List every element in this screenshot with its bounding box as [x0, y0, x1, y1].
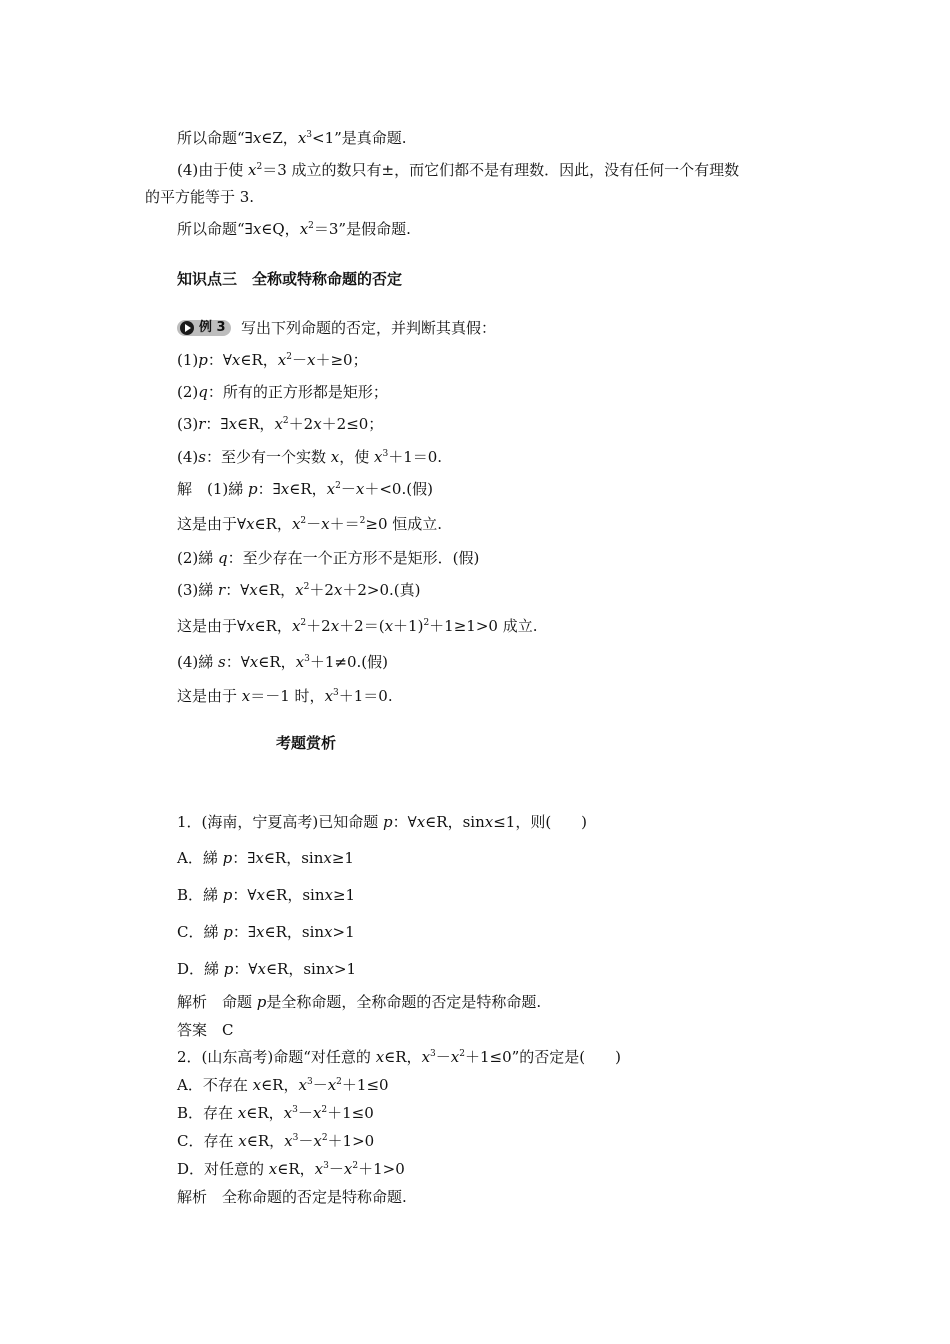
prop-2: (2)q：所有的正方形都是矩形； [177, 383, 388, 401]
q1-answer: 答案 C [177, 1021, 234, 1039]
solution-4: (4)綈 s：∀x∈R，$x^3+1\ne 0$.(假) [177, 653, 389, 671]
solution-1: 解 (1)綈 p：∃x∈R，$x^2-x+<0$.(假) [177, 480, 433, 498]
solution-3-reason: 这是由于∀x∈R，$x^2+2x+2=(x+1)^2+1\ge 1>0$ 成立. [177, 617, 538, 635]
q1-option-c: C．綈 p：∃x∈R，sinx>1 [177, 923, 355, 941]
section-title: 知识点三 全称或特称命题的否定 [177, 270, 403, 288]
play-icon [180, 321, 194, 335]
solution-4-reason: 这是由于 x＝－1 时，$x^3+1=0$. [177, 687, 393, 705]
ex2-line-2: (4)由于使 $x^2=3$ 成立的数只有±，而它们都不是有理数．因此，没有任何一个有理数 [177, 161, 740, 179]
example-badge: 例 3 [177, 320, 231, 336]
q2-option-b: B．存在 x∈R，$x^3-x^2+1\le 0$ [177, 1104, 374, 1122]
solution-2: (2)綈 q：至少存在一个正方形不是矩形．(假) [177, 549, 480, 567]
prop-4: (4)s：至少有一个实数 x，使 $x^3+1=0$. [177, 448, 443, 466]
q1-stem: 1．(海南，宁夏高考)已知命题 p：∀x∈R，sinx≤1，则( ) [177, 813, 588, 831]
solution-3: (3)綈 r：∀x∈R，$x^2+2x+2>0$.(真) [177, 581, 421, 599]
q2-option-d: D．对任意的 x∈R，$x^3-x^2+1>0$ [177, 1160, 405, 1178]
example-3-prompt: 例 3 写出下列命题的否定，并判断其真假： [177, 318, 496, 338]
q1-option-d: D．綈 p：∀x∈R，sinx>1 [177, 960, 357, 978]
ex2-line-1: 所以命题“∃x∈Z，$x^3<1$”是真命题. [177, 129, 407, 147]
ex2-line-4: 所以命题“∃x∈Q，$x^2=3$”是假命题. [177, 220, 411, 238]
prop-1: (1)p：∀x∈R，$x^2-x+\ge 0$； [177, 351, 368, 369]
q2-option-a: A．不存在 x∈R，$x^3-x^2+1\le 0$ [177, 1076, 389, 1094]
prop-3: (3)r：∃x∈R，$x^2+2x+2\le 0$； [177, 415, 384, 433]
q1-option-a: A．綈 p：∃x∈R，sinx≥1 [177, 849, 354, 867]
q2-stem: 2．(山东高考)命题“对任意的 x∈R，$x^3-x^2+1\le 0$”的否定是( ) [177, 1048, 622, 1066]
q2-option-c: C．存在 x∈R，$x^3-x^2+1>0$ [177, 1132, 375, 1150]
solution-1-reason: 这是由于∀x∈R，$x^2-x+=^2\ge 0$ 恒成立. [177, 515, 443, 533]
q1-option-b: B．綈 p：∀x∈R，sinx≥1 [177, 886, 356, 904]
q1-analysis: 解析 命题 p是全称命题，全称命题的否定是特称命题. [177, 993, 542, 1011]
exam-title: 考题赏析 [276, 734, 337, 752]
q2-analysis: 解析 全称命题的否定是特称命题. [177, 1188, 407, 1206]
ex2-line-3: 的平方能等于 3. [145, 188, 255, 206]
